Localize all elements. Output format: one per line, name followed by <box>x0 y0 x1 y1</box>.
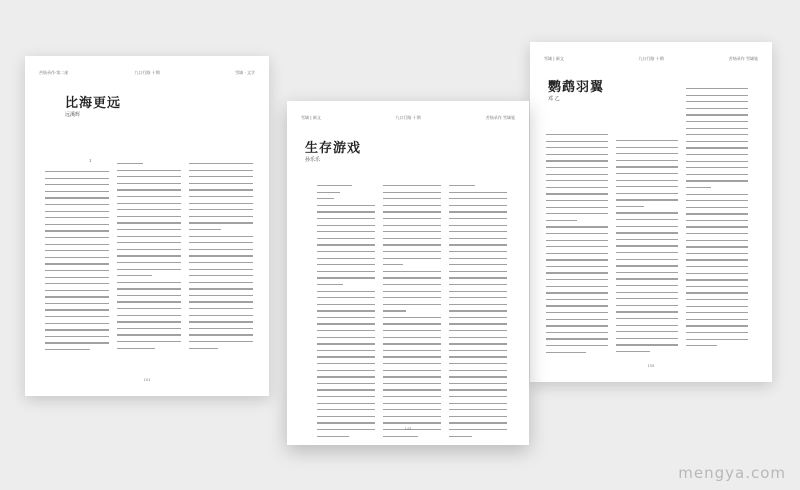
article-author: 孙乐乐 <box>305 157 321 163</box>
article-title: 鹦鹉羽翼 <box>548 80 605 95</box>
magazine-page-left <box>25 56 269 396</box>
header-left-text: 雪域 | 新文 <box>301 115 321 120</box>
article-author: 邓 乙 <box>548 96 560 102</box>
section-marker: 1 <box>89 158 92 163</box>
magazine-page-right <box>530 42 772 382</box>
magazine-page-middle <box>287 101 529 445</box>
article-title: 生存游戏 <box>305 141 362 156</box>
text-column <box>45 171 109 356</box>
text-column <box>616 74 678 358</box>
header-left-text: 雪域 | 新文 <box>544 56 564 61</box>
text-column <box>449 185 507 442</box>
page-number: 143 <box>404 427 412 431</box>
text-column <box>383 185 441 442</box>
page-header <box>39 70 255 76</box>
text-column <box>546 134 608 358</box>
text-column <box>317 185 375 442</box>
article-author: 远溪辉 <box>65 112 81 118</box>
page-number: 155 <box>647 364 655 368</box>
header-right-text: 苦恼录作 雪域笔 <box>728 56 758 61</box>
header-center-text: 九口行路 十期 <box>638 56 664 61</box>
header-center-text: 九口行路 十期 <box>395 115 421 120</box>
header-right-text: 苦恼录作 雪域笔 <box>485 115 515 120</box>
article-title: 比海更远 <box>65 96 122 111</box>
page-header <box>544 56 758 62</box>
header-right-text: 雪域 · 文学 <box>235 70 255 75</box>
text-column <box>117 163 181 354</box>
text-column <box>189 163 253 354</box>
page-number: 101 <box>143 378 151 382</box>
site-watermark: mengya.com <box>678 464 786 482</box>
page-header <box>301 115 515 121</box>
header-center-text: 九口行路 十期 <box>134 70 160 75</box>
text-column <box>686 88 748 352</box>
header-left-text: 苦恼录作·第二部 <box>39 70 69 75</box>
